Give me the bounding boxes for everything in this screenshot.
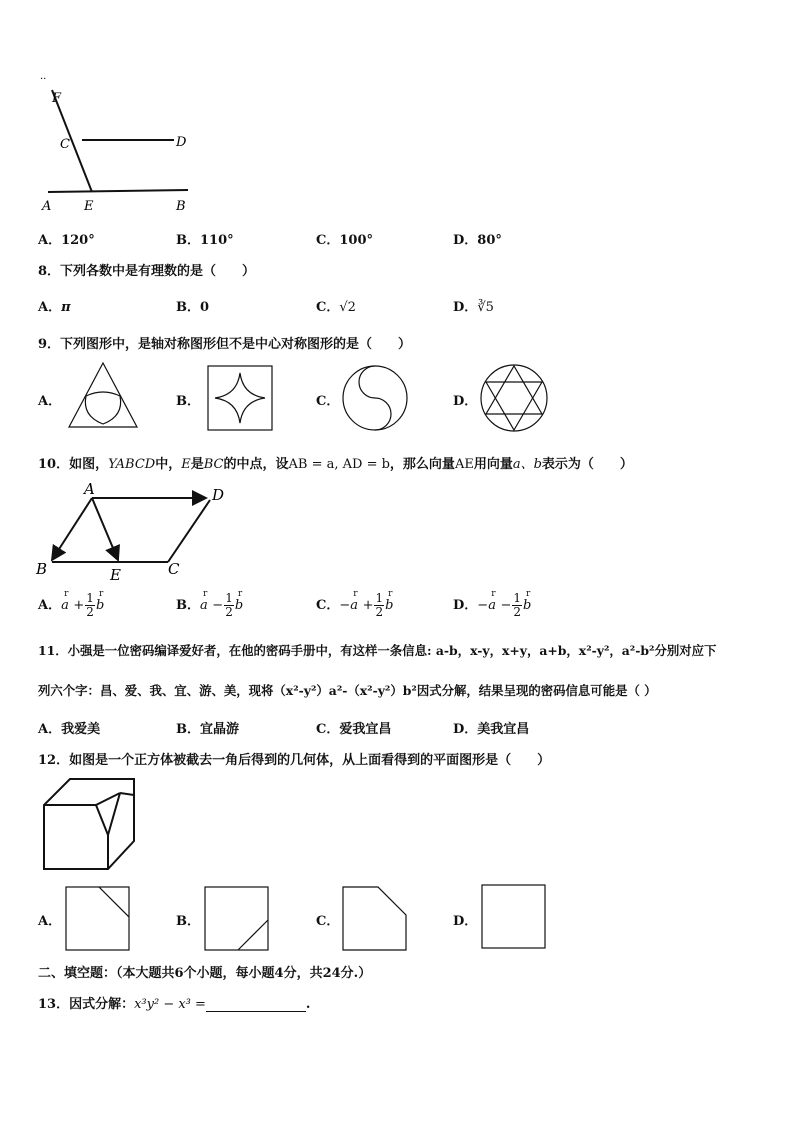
q9-option-b-figure[interactable] <box>207 365 273 435</box>
hexagram-circle <box>481 365 547 431</box>
q7-option-d[interactable]: D．80° <box>453 233 502 248</box>
triangle-shape <box>69 363 137 427</box>
q9-option-c-figure[interactable] <box>341 364 409 436</box>
label-E: E <box>84 199 94 214</box>
q12-option-a-figure[interactable] <box>65 886 131 956</box>
q7-option-c[interactable]: C．100° <box>316 233 373 248</box>
section-fill-in-header: 二、填空题：（本大题共6个小题，每小题4分，共24分.） <box>38 966 372 981</box>
q11-stem-line2: 列六个字：昌、爱、我、宜、游、美，现将（x²-y²）a²-（x²-y²）b²因式分解，结果呈现的密码信息可能是（ ） <box>38 683 657 698</box>
q12-option-d-label[interactable]: D． <box>453 914 478 929</box>
q9-stem: 9．下列图形中，是轴对称图形但不是中心对称图形的是（ ） <box>38 337 412 352</box>
q8-option-b[interactable]: B．0 <box>176 300 210 315</box>
q13-stem: 13．因式分解：x³y² − x³ = . <box>38 997 311 1012</box>
q11-option-d[interactable]: D．美我宜昌 <box>453 722 530 737</box>
vector-ae <box>92 498 118 560</box>
q7-option-a[interactable]: A．120° <box>38 233 95 248</box>
triangle-down <box>486 382 542 430</box>
q12-option-d-figure[interactable] <box>481 884 547 954</box>
q11-option-b[interactable]: B．宜晶游 <box>176 722 240 737</box>
label-A: A <box>42 199 52 214</box>
label-C: C <box>60 137 70 152</box>
q12-option-b-label[interactable]: B． <box>176 914 200 929</box>
q9-option-b-label[interactable]: B． <box>176 394 200 409</box>
q10-option-c[interactable]: C．−r a + $\frac{1}{2}$ r b <box>316 592 393 619</box>
q9-option-d-label[interactable]: D． <box>453 394 478 409</box>
line-ab <box>48 190 188 192</box>
label-B: B <box>36 560 48 578</box>
cut-edge-2 <box>96 805 108 835</box>
label-dots: ·· <box>40 74 47 85</box>
reuleaux-shape <box>85 392 120 424</box>
q7-option-b[interactable]: B．110° <box>176 233 234 248</box>
label-B: B <box>176 199 186 214</box>
q9-option-a-label[interactable]: A． <box>38 394 62 409</box>
q9-option-d-figure[interactable] <box>479 363 549 437</box>
vector-ab <box>52 498 92 560</box>
pentagon-c <box>343 887 406 950</box>
q9-option-a-figure[interactable] <box>66 360 140 434</box>
answer-blank[interactable] <box>206 999 306 1012</box>
q8-option-a[interactable]: A．π <box>38 300 71 315</box>
q8-option-c[interactable]: C．√2 <box>316 300 356 315</box>
star-curve-shape <box>215 373 265 423</box>
yin-yang-curve <box>359 366 391 430</box>
side-cd <box>168 500 210 562</box>
q12-stem: 12．如图是一个正方体被截去一角后得到的几何体，从上面看得到的平面图形是（ ） <box>38 753 551 768</box>
cut-edge-3 <box>120 793 134 795</box>
q12-option-c-label[interactable]: C． <box>316 914 340 929</box>
q10-stem: 10．如图，YABCD中，E是BC的中点，设AB = a, AD = b，那么向量AE用向量a、b表示为（ ） <box>38 457 633 472</box>
diag-a <box>99 887 129 917</box>
q12-option-c-figure[interactable] <box>342 886 408 956</box>
triangle-up <box>486 366 542 414</box>
q11-stem-line1: 11．小强是一位密码编译爱好者，在他的密码手册中，有这样一条信息: a-b，x-y，x+y，a+b，x²-y²，a²-b²分别对应下 <box>38 643 717 658</box>
q12-solid-figure <box>40 775 140 879</box>
square-d <box>482 885 545 948</box>
q8-stem: 8．下列各数中是有理数的是（ ） <box>38 264 256 279</box>
q10-option-b[interactable]: B．r a − $\frac{1}{2}$ r b <box>176 592 243 619</box>
q11-option-c[interactable]: C．爱我宜昌 <box>316 722 392 737</box>
label-E: E <box>110 566 121 582</box>
q12-option-b-figure[interactable] <box>204 886 270 956</box>
q10-option-d[interactable]: D．−r a − $\frac{1}{2}$ r b <box>453 592 531 619</box>
diag-b <box>238 920 268 950</box>
q10-figure <box>34 478 234 586</box>
label-F: F <box>52 91 62 106</box>
q11-option-a[interactable]: A．我爱美 <box>38 722 101 737</box>
q10-option-a[interactable]: A．r a + $\frac{1}{2}$ r b <box>38 592 104 619</box>
cut-edge-4 <box>108 793 120 835</box>
label-A: A <box>84 480 95 498</box>
q8-option-d[interactable]: D．∛5 <box>453 300 494 315</box>
q12-option-a-label[interactable]: A． <box>38 914 62 929</box>
label-D: D <box>212 486 225 504</box>
square-b <box>205 887 268 950</box>
label-C: C <box>168 560 180 578</box>
square-a <box>66 887 129 950</box>
q9-option-c-label[interactable]: C． <box>316 394 340 409</box>
q7-figure <box>36 68 196 218</box>
label-D: D <box>176 135 187 150</box>
